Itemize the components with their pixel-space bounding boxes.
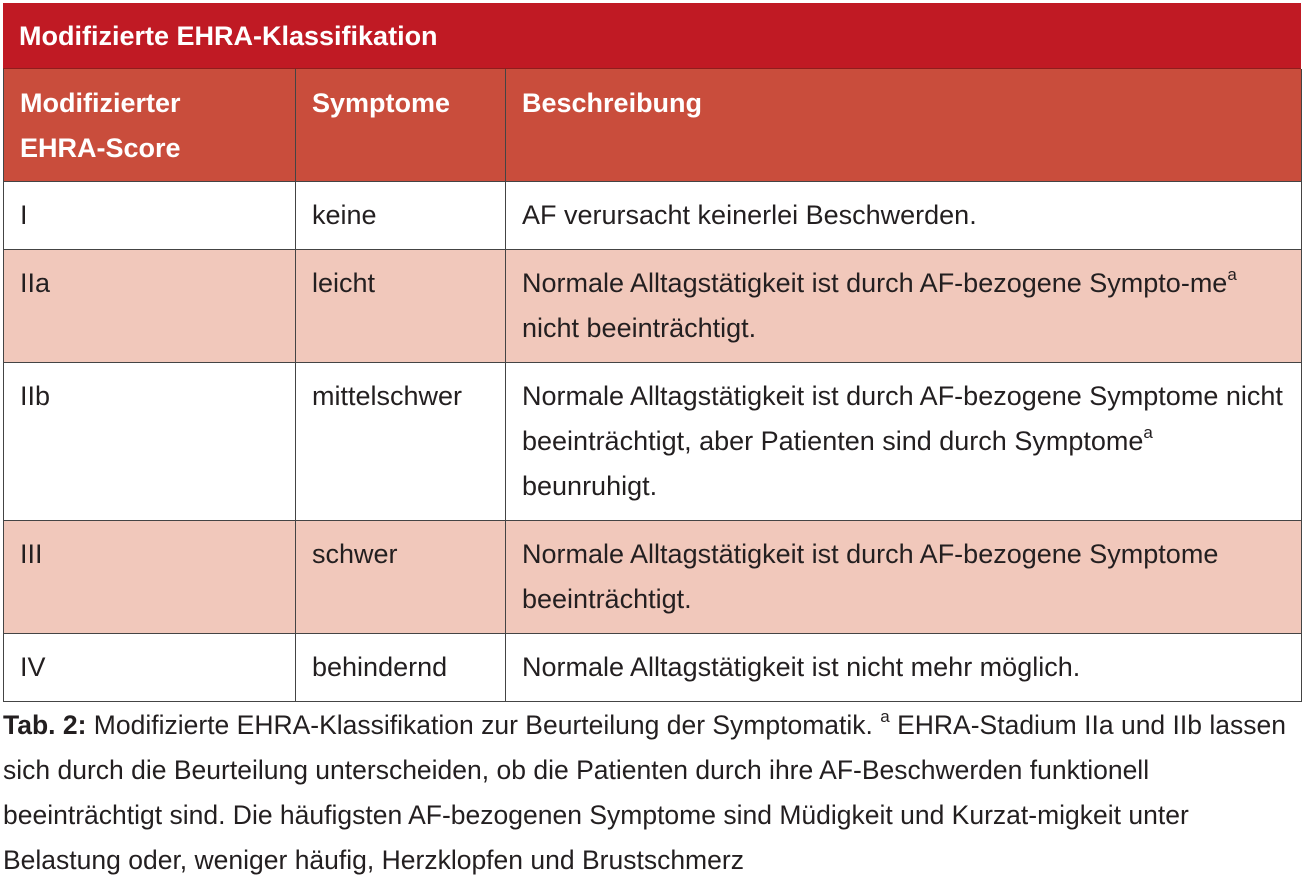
desc-text: AF verursacht keinerlei Beschwerden. xyxy=(522,199,977,230)
cell-score: I xyxy=(4,181,296,249)
desc-text: Normale Alltagstätigkeit ist durch AF-bezogene Sympto-me xyxy=(522,267,1228,298)
header-score xyxy=(4,69,296,181)
cell-description xyxy=(506,249,1302,362)
caption-label: Tab. 2: xyxy=(3,710,87,740)
header-score-line1: Modifizierter xyxy=(20,88,181,118)
table-row xyxy=(4,633,1302,701)
caption-footnote-marker: a xyxy=(880,707,890,726)
desc-text: Normale Alltagstätigkeit ist nicht mehr möglich. xyxy=(522,651,1081,682)
caption-text: Modifizierte EHRA-Klassifikation zur Beurteilung der Symptomatik. xyxy=(86,710,881,740)
desc-text: Normale Alltagstätigkeit ist durch AF-bezogene Symptome nicht beeinträchtigt, aber Patienten sind durch Symptome xyxy=(522,380,1283,456)
cell-description xyxy=(506,362,1302,520)
cell-symptoms: schwer xyxy=(296,520,506,633)
desc-text-cont: nicht beeinträchtigt. xyxy=(522,312,757,343)
header-score-line2: EHRA-Score xyxy=(20,133,181,163)
desc-text-cont: beunruhigt. xyxy=(522,470,658,501)
cell-score: IIa xyxy=(4,249,296,362)
table-row xyxy=(4,362,1302,520)
ehra-table xyxy=(3,3,1301,702)
table-row xyxy=(4,249,1302,362)
cell-description xyxy=(506,181,1302,249)
cell-description xyxy=(506,633,1302,701)
header-description: Beschreibung xyxy=(506,69,1302,181)
cell-description xyxy=(506,520,1302,633)
header-row xyxy=(4,69,1302,181)
cell-symptoms: mittelschwer xyxy=(296,362,506,520)
caption-text-cont: EHRA-Stadium IIa und IIb lassen sich durch die Beurteilung unterscheiden, ob die Patienten durch ihre AF-Beschwerden funktionell beeinträchtigt sind. Die häufigsten AF-bezogenen Symptome sind Müdigkeit und Kurzat-migkeit unter Belastung oder, weniger häufig, Herzklopfen und Brustschmerz xyxy=(3,710,1286,875)
table-caption xyxy=(3,703,1301,883)
header-symptoms: Symptome xyxy=(296,69,506,181)
table-title: Modifizierte EHRA-Klassifikation xyxy=(3,3,1301,69)
desc-text: Normale Alltagstätigkeit ist durch AF-bezogene Symptome beeinträchtigt. xyxy=(522,538,1219,614)
cell-score: III xyxy=(4,520,296,633)
classification-table xyxy=(3,69,1302,702)
cell-symptoms: leicht xyxy=(296,249,506,362)
footnote-marker: a xyxy=(1143,422,1153,442)
footnote-marker: a xyxy=(1227,264,1237,284)
cell-score: IV xyxy=(4,633,296,701)
table-row xyxy=(4,520,1302,633)
table-row xyxy=(4,181,1302,249)
cell-score: IIb xyxy=(4,362,296,520)
cell-symptoms: behindernd xyxy=(296,633,506,701)
cell-symptoms: keine xyxy=(296,181,506,249)
